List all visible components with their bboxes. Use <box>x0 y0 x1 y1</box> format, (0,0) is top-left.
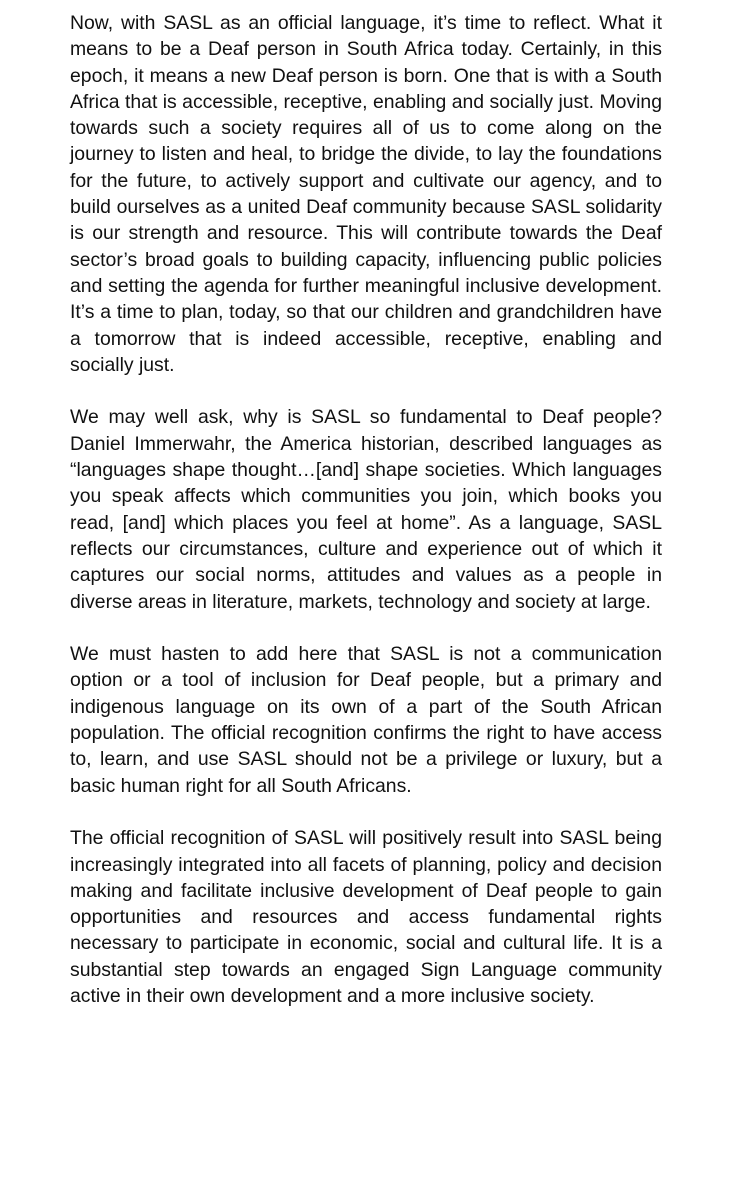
paragraph-official-recognition: The official recognition of SASL will positively result into SASL being increasingly integrated into all facets of planning, policy and decision making and facilitate inclusive development of Deaf people to gain opportunities and resources and access fundamental rights necessary to participate in economic, social and cultural life. It is a substantial step towards an engaged Sign Language community active in their own development and a more inclusive society. <box>70 827 662 1007</box>
paragraph-primary-language: We must hasten to add here that SASL is not a communication option or a tool of inclusion for Deaf people, but a primary and indigenous language on its own of a part of the South African population. The official recognition confirms the right to have access to, learn, and use SASL should not be a privilege or luxury, but a basic human right for all South Africans. <box>70 643 662 797</box>
paragraph-why-sasl-fundamental: We may well ask, why is SASL so fundamental to Deaf people? Daniel Immerwahr, the America historian, described languages as “languages shape thought…[and] shape societies. Which languages you speak affects which communities you join, which books you read, [and] which places you feel at home”. As a language, SASL reflects our circumstances, culture and experience out of which it captures our social norms, attitudes and values as a people in diverse areas in literature, markets, technology and society at large. <box>70 406 662 613</box>
paragraph-sasl-reflection: Now, with SASL as an official language, it’s time to reflect. What it means to be a Deaf person in South Africa today. Certainly, in this epoch, it means a new Deaf person is born. One that is with a South Africa that is accessible, receptive, enabling and socially just. Moving towards such a society requires all of us to come along on the journey to listen and heal, to bridge the divide, to lay the foundations for the future, to actively support and cultivate our agency, and to build ourselves as a united Deaf community because SASL solidarity is our strength and resource. This will contribute towards the Deaf sector’s broad goals to building capacity, influencing public policies and setting the agenda for further meaningful inclusive development. It’s a time to plan, today, so that our children and grandchildren have a tomorrow that is indeed accessible, receptive, enabling and socially just. <box>70 12 662 376</box>
document-body <box>70 10 662 1009</box>
